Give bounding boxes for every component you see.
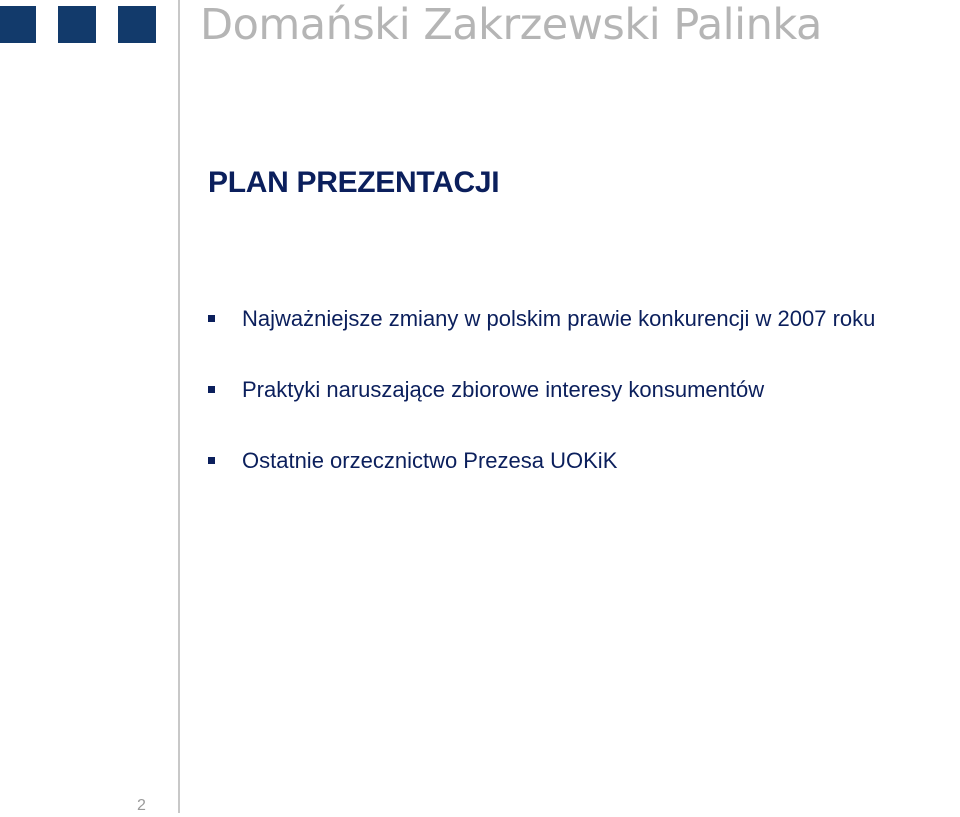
logo-square	[118, 6, 156, 43]
square-bullet-icon	[208, 457, 215, 464]
agenda-list	[208, 302, 960, 515]
slide-title: PLAN PREZENTACJI	[208, 166, 500, 199]
square-bullet-icon	[208, 315, 215, 322]
agenda-item	[208, 444, 960, 477]
agenda-item	[208, 373, 960, 406]
agenda-item-text: Praktyki naruszające zbiorowe interesy konsumentów	[242, 376, 765, 402]
agenda-item-text: Najważniejsze zmiany w polskim prawie konkurencji w 2007 roku	[242, 305, 876, 331]
logo-square	[58, 6, 96, 43]
logo-square	[0, 6, 36, 43]
firm-name: Domański Zakrzewski Palinka	[200, 0, 822, 50]
vertical-divider	[178, 0, 180, 813]
square-bullet-icon	[208, 386, 215, 393]
page-number: 2	[137, 797, 146, 814]
logo-squares	[0, 6, 156, 43]
agenda-item-text: Ostatnie orzecznictwo Prezesa UOKiK	[242, 447, 618, 473]
agenda-item	[208, 302, 960, 335]
